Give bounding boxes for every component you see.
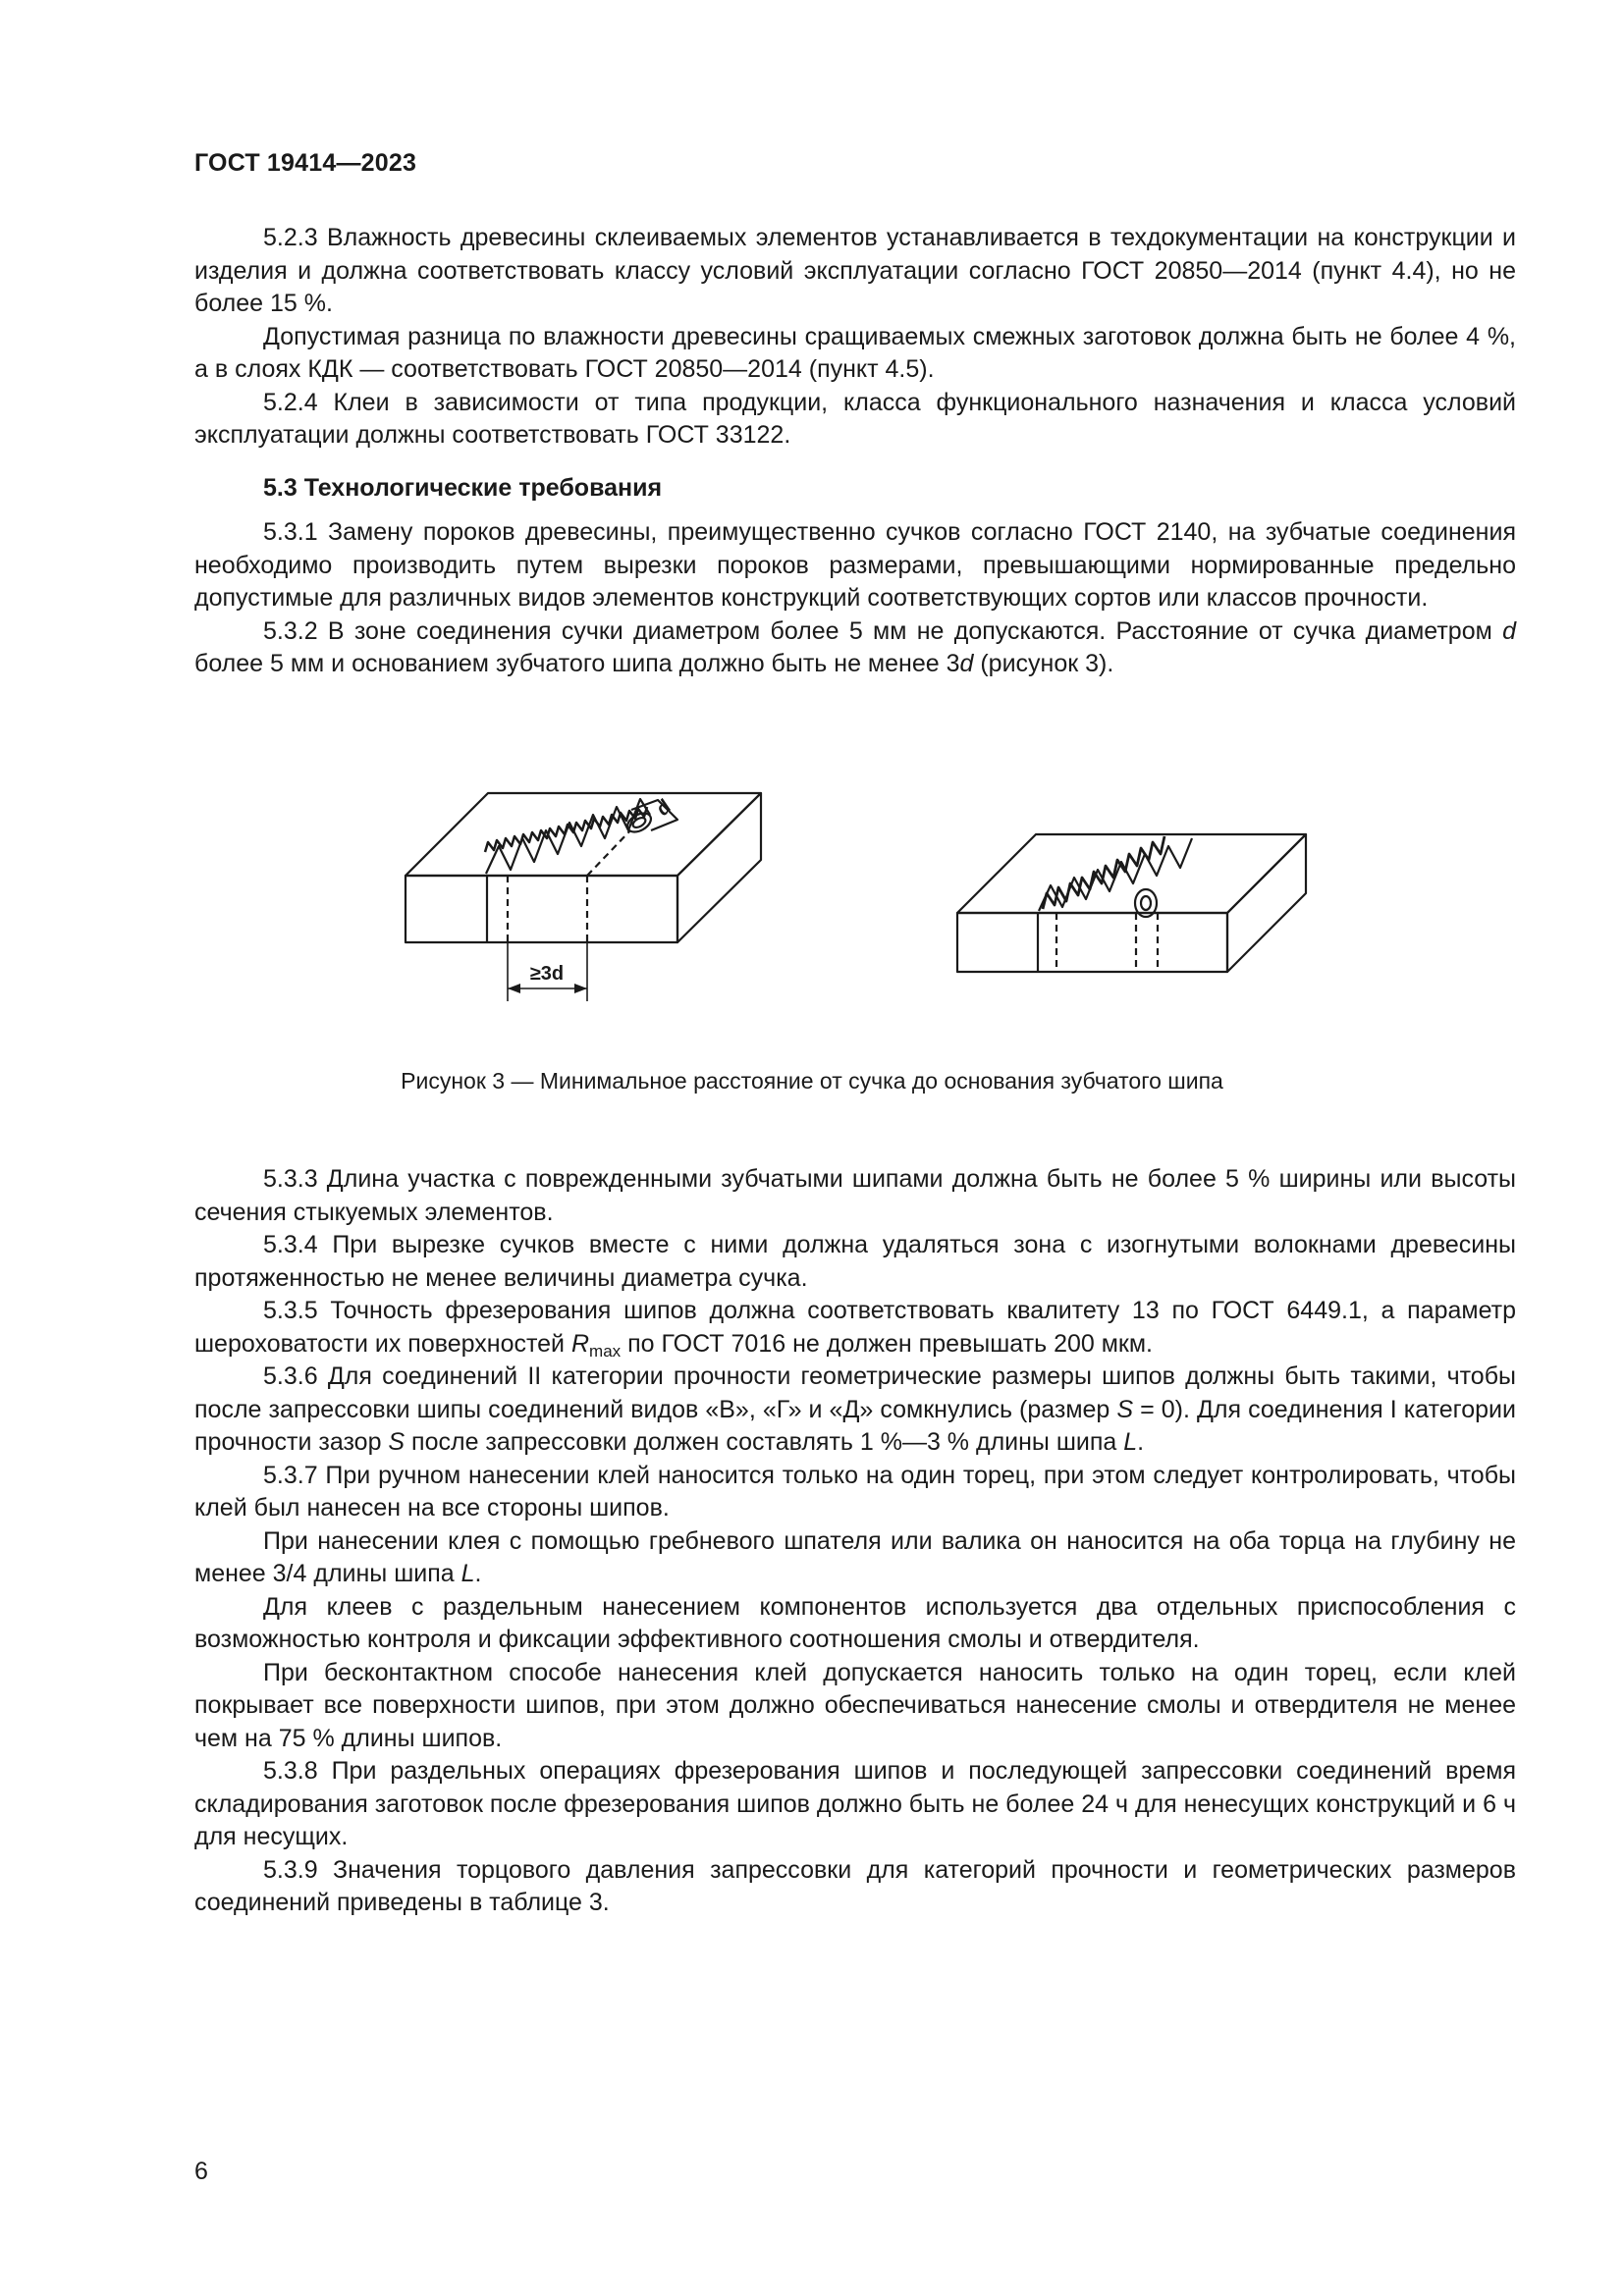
- paragraph-5-3-2-part: 5.3.2 В зоне соединения сучки диаметром более 5 мм не допускаются. Расстояние от сучка диаметром: [263, 616, 1503, 645]
- paragraph-5-3-2: [194, 615, 1516, 681]
- paragraph-5-3-2-part: (рисунок 3).: [973, 650, 1114, 677]
- figure-3-caption: Рисунок 3 — Минимальное расстояние от сучка до основания зубчатого шипа: [401, 1068, 1223, 1094]
- paragraph-5-3-6-part: 5.3.6 Для соединений II категории прочности геометрические размеры шипов должны быть такими, чтобы после запрессовки шипы соединений видов «В», «Г» и «Д» сомкнулись (размер: [194, 1362, 1516, 1423]
- paragraph-5-3-7-b: [194, 1525, 1516, 1591]
- figure-3-diagram: [0, 766, 1624, 1050]
- variable-d: d: [959, 650, 974, 677]
- paragraph-5-3-7-b-part: При нанесении клея с помощью гребневого шпателя или валика он наносится на оба торца на глубину не менее 3/4 длины шипа: [194, 1526, 1516, 1587]
- right-block-side-face: [1227, 834, 1306, 972]
- right-block-front-face: [957, 913, 1227, 972]
- variable-l: L: [460, 1560, 475, 1587]
- left-block-front-face: [406, 876, 677, 942]
- dimension-arrow-left: [508, 984, 520, 993]
- variable-l: L: [1123, 1428, 1138, 1456]
- right-knot-core: [1141, 896, 1151, 910]
- document-header: ГОСТ 19414—2023: [194, 149, 417, 177]
- paragraph-5-3-7-b-part: .: [474, 1560, 482, 1587]
- label-min-distance: ≥3d: [529, 963, 565, 985]
- paragraph-5-3-7-c: Для клеев с раздельным нанесением компонентов используется два отдельных приспособления с возможностью контроля и фиксации эффективного соотношения смолы и отвердителя.: [194, 1592, 1516, 1653]
- right-block-top-face: [957, 834, 1306, 913]
- paragraph-5-2-4: 5.2.4 Клеи в зависимости от типа продукции, класса функционального назначения и класса условий эксплуатации должны соответствовать ГОСТ 33122.: [194, 388, 1516, 449]
- right-timber-block: [957, 834, 1306, 972]
- paragraph-5-3-1: 5.3.1 Замену пороков древесины, преимущественно сучков согласно ГОСТ 2140, на зубчатые соединения необходимо производить путем вырезки пороков размерами, превышающими нормированные предельно допустимые для различных видов элементов конструкций соответствующих сортов или классов прочности.: [194, 518, 1516, 612]
- knot-projection-line: [587, 830, 630, 876]
- paragraph-5-3-5: [194, 1295, 1516, 1361]
- paragraph-5-3-5-part: 5.3.5 Точность фрезерования шипов должна соответствовать квалитету 13 по ГОСТ 6449.1, а параметр шероховатости их поверхностей: [194, 1297, 1516, 1358]
- paragraph-5-3-8: 5.3.8 При раздельных операциях фрезерования шипов и последующей запрессовки соединений время складирования заготовок после фрезерования шипов должно быть не более 24 ч для ненесущих конструкций и 6 ч для несущих.: [194, 1757, 1516, 1850]
- variable-d: d: [1502, 616, 1516, 645]
- paragraph-5-3-6: [194, 1361, 1516, 1460]
- section-heading-5-3: 5.3 Технологические требования: [263, 473, 663, 502]
- paragraph-5-3-6-part: = 0). Для соединения I категории прочности зазор: [194, 1395, 1516, 1456]
- right-finger-joint-fill: [1043, 836, 1164, 909]
- paragraph-5-2-3: 5.2.3 Влажность древесины склеиваемых элементов устанавливается в техдокументации на конструкции и изделия и должна соответствовать классу условий эксплуатации согласно ГОСТ 20850—2014 (пункт 4.4), но не более 15 %.: [194, 224, 1516, 317]
- left-block-top-face: [406, 793, 761, 876]
- paragraph-5-3-7-d: При бесконтактном способе нанесения клей допускается наносить только на один торец, если клей покрывает все поверхности шипов, при этом должно обеспечиваться нанесение смолы и отвердителя не менее чем на 75 % длины шипов.: [194, 1658, 1516, 1752]
- variable-s: S: [388, 1428, 406, 1456]
- paragraph-5-3-5-part: по ГОСТ 7016 не должен превышать 200 мкм.: [621, 1329, 1153, 1358]
- dimension-arrow-right: [574, 984, 587, 993]
- left-finger-joint-outline: [486, 799, 650, 874]
- paragraph-5-3-7: 5.3.7 При ручном нанесении клей наносится только на один торец, при этом следует контролировать, чтобы клей был нанесен на все стороны шипов.: [194, 1461, 1516, 1522]
- text-block-top: [194, 222, 1516, 681]
- paragraph-5-3-3: 5.3.3 Длина участка с поврежденными зубчатыми шипами должна быть не более 5 % ширины или высоты сечения стыкуемых элементов.: [194, 1165, 1516, 1226]
- paragraph-5-3-6-part: после запрессовки должен составлять 1 %—3 % длины шипа: [405, 1428, 1124, 1456]
- paragraph-5-2-3-b: Допустимая разница по влажности древесины сращиваемых смежных заготовок должна быть не более 4 %, а в слоях КДК — соответствовать ГОСТ 20850—2014 (пункт 4.5).: [194, 322, 1516, 383]
- page-number: 6: [194, 2158, 208, 2185]
- paragraph-5-3-4: 5.3.4 При вырезке сучков вместе с ними должна удаляться зона с изогнутыми волокнами древесины протяженностью не менее величины диаметра сучка.: [194, 1231, 1516, 1292]
- text-block-bottom: [194, 1163, 1516, 1920]
- left-timber-block: [406, 793, 761, 1001]
- paragraph-5-3-9: 5.3.9 Значения торцового давления запрессовки для категорий прочности и геометрических размеров соединений приведены в таблице 3.: [194, 1855, 1516, 1916]
- subscript-max: max: [589, 1341, 622, 1361]
- paragraph-5-3-2-part: более 5 мм и основанием зубчатого шипа должно быть не менее 3: [194, 650, 960, 677]
- paragraph-5-3-6-part: .: [1137, 1428, 1145, 1456]
- variable-r: R: [570, 1329, 590, 1358]
- variable-s: S: [1116, 1395, 1134, 1423]
- left-block-side-face: [677, 793, 761, 942]
- label-d: d: [651, 796, 677, 821]
